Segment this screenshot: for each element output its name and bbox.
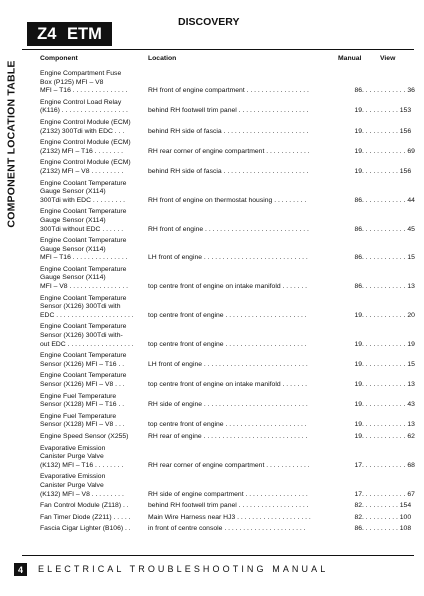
view-cell: . . . . . . . . . . 100 bbox=[362, 513, 412, 521]
component-line: (K132) MFI – T16 . . . . . . . . bbox=[40, 461, 124, 469]
component-line: (K116) . . . . . . . . . . . . . . . . . . bbox=[40, 107, 128, 115]
component-line: Engine Coolant Temperature bbox=[40, 323, 127, 331]
location-cell: RH front of engine compartment . . . . . . . . . . . . . . . . . bbox=[148, 87, 309, 95]
manual-cell: 82 bbox=[354, 502, 362, 510]
component-line: Engine Coolant Temperature bbox=[40, 265, 127, 273]
view-cell: . . . . . . . . . . . . 68 bbox=[362, 461, 415, 469]
column-headers bbox=[40, 55, 398, 67]
component-line: Engine Compartment Fuse bbox=[40, 70, 122, 77]
manual-cell: 82 bbox=[354, 513, 362, 521]
component-cell bbox=[40, 525, 144, 534]
manual-cell: 17 bbox=[354, 461, 362, 469]
component-cell bbox=[40, 352, 144, 369]
manual-cell: 86 bbox=[354, 283, 362, 291]
manual-cell: 19 bbox=[354, 381, 362, 388]
component-line: Fascia Cigar Lighter (B106) . . bbox=[40, 525, 131, 533]
component-line: Engine Fuel Temperature bbox=[40, 392, 117, 400]
view-cell: . . . . . . . . . . 108 bbox=[362, 525, 412, 533]
view-cell: . . . . . . . . . . . . 13 bbox=[362, 283, 415, 291]
manual-cell: 19 bbox=[354, 421, 362, 429]
manual-cell: 86 bbox=[354, 254, 362, 262]
component-location-table bbox=[40, 70, 415, 537]
component-cell bbox=[40, 433, 144, 442]
table-row bbox=[40, 392, 415, 410]
location-cell: LH front of engine . . . . . . . . . . . . . . . . . . . . . . . . . . . . bbox=[148, 360, 308, 368]
component-line: 300Tdi with EDC . . . . . . . . . bbox=[40, 196, 125, 204]
component-line: Evaporative Emission bbox=[40, 444, 106, 452]
column-header-view: View bbox=[380, 55, 396, 62]
location-cell: behind RH footwell trim panel . . . . . . . . . . . . . . . . . . . bbox=[148, 502, 309, 510]
component-cell bbox=[40, 323, 144, 349]
manual-cell: 19 bbox=[354, 107, 362, 115]
manual-cell: 19 bbox=[354, 167, 362, 175]
component-cell bbox=[40, 266, 144, 292]
view-cell: . . . . . . . . . . . . 45 bbox=[362, 225, 415, 233]
table-row bbox=[40, 208, 415, 234]
component-cell bbox=[40, 372, 144, 389]
table-row bbox=[40, 323, 415, 349]
table-row bbox=[40, 525, 412, 534]
component-cell bbox=[40, 413, 144, 430]
manual-cell: 17 bbox=[354, 490, 362, 498]
view-cell: . . . . . . . . . . . . 15 bbox=[362, 254, 415, 262]
component-line: Sensor (X128) MFI – T16 . . bbox=[40, 401, 125, 409]
column-header-location: Location bbox=[148, 55, 177, 62]
component-cell bbox=[40, 208, 144, 234]
column-header-manual: Manual bbox=[338, 55, 362, 62]
location-cell: behind RH side of fascia . . . . . . . . . . . . . . . . . . . . . . . bbox=[148, 167, 309, 175]
component-line: Sensor (X126) 300Tdi with- bbox=[40, 332, 123, 340]
table-row bbox=[40, 294, 415, 321]
manual-cell: 19 bbox=[354, 147, 362, 155]
location-cell: RH rear corner of engine compartment . . . . . . . . . . . . bbox=[148, 461, 310, 469]
manual-cell: 19 bbox=[354, 311, 362, 319]
location-cell: behind RH side of fascia . . . . . . . . . . . . . . . . . . . . . . . bbox=[148, 127, 309, 135]
table-row bbox=[40, 179, 415, 206]
location-cell: RH side of engine compartment . . . . . . . . . . . . . . . . . bbox=[148, 490, 308, 498]
view-cell: . . . . . . . . . . . . 62 bbox=[362, 432, 415, 440]
manual-cell: 86 bbox=[354, 196, 362, 204]
location-cell: top centre front of engine . . . . . . . . . . . . . . . . . . . . . . bbox=[148, 311, 307, 319]
component-line: Engine Control Module (ECM) bbox=[40, 139, 131, 147]
location-cell: RH side of engine . . . . . . . . . . . . . . . . . . . . . . . . . . . . bbox=[148, 401, 308, 409]
manual-cell: 19 bbox=[354, 401, 362, 409]
view-cell: . . . . . . . . . . . . 19 bbox=[362, 340, 415, 348]
location-cell: top centre front of engine . . . . . . . . . . . . . . . . . . . . . . bbox=[148, 340, 307, 348]
location-cell: LH front of engine . . . . . . . . . . . . . . . . . . . . . . . . . . . . bbox=[148, 254, 308, 262]
component-line: Sensor (X126) MFI – V8 . . . bbox=[40, 381, 125, 388]
component-line: Engine Speed Sensor (X255) bbox=[40, 432, 129, 440]
manual-cell: 86 bbox=[354, 87, 362, 95]
component-line: 300Tdi without EDC . . . . . . bbox=[40, 225, 124, 233]
view-cell: . . . . . . . . . . . . 43 bbox=[362, 401, 415, 409]
table-row bbox=[40, 70, 415, 96]
table-row bbox=[40, 237, 415, 263]
location-cell: RH rear of engine . . . . . . . . . . . . . . . . . . . . . . . . . . . . bbox=[148, 432, 308, 440]
component-line: Fan Control Module (Z118) . . bbox=[40, 502, 129, 510]
component-line: Gauge Sensor (X114) bbox=[40, 216, 106, 224]
component-line: Engine Coolant Temperature bbox=[40, 237, 127, 245]
manual-cell: 19 bbox=[354, 340, 362, 348]
manual-cell: 86 bbox=[354, 225, 362, 233]
view-cell: . . . . . . . . . . . . 69 bbox=[362, 147, 415, 155]
component-cell bbox=[40, 514, 144, 523]
component-line: Sensor (X128) MFI – V8 . . . bbox=[40, 421, 125, 429]
location-cell: top centre front of engine . . . . . . . . . . . . . . . . . . . . . . bbox=[148, 421, 307, 429]
table-row bbox=[40, 372, 415, 389]
table-row bbox=[40, 513, 412, 523]
table-row bbox=[40, 444, 415, 471]
view-cell: . . . . . . . . . . . . 36 bbox=[362, 87, 415, 95]
location-cell: in front of centre console . . . . . . . . . . . . . . . . . . . . . . bbox=[148, 525, 306, 533]
component-cell bbox=[40, 445, 144, 471]
component-cell bbox=[40, 139, 144, 156]
table-row bbox=[40, 159, 412, 176]
view-cell: . . . . . . . . . . . . 20 bbox=[362, 311, 415, 319]
table-row bbox=[40, 98, 412, 116]
component-line: MFI – T16 . . . . . . . . . . . . . . . bbox=[40, 87, 128, 95]
view-cell: . . . . . . . . . . . . 13 bbox=[362, 381, 415, 388]
location-cell: RH front of engine on thermostat housing . . . . . . . . . bbox=[148, 196, 307, 204]
location-cell: top centre front of engine on intake manifold . . . . . . . bbox=[148, 381, 308, 388]
component-line: Box (P125) MFI – V8 bbox=[40, 78, 104, 86]
component-line: (Z132) MFI – V8 . . . . . . . . . bbox=[40, 167, 124, 175]
component-line: Fan Timer Diode (Z211) . . . . . bbox=[40, 513, 131, 521]
component-line: Gauge Sensor (X114) bbox=[40, 274, 106, 282]
component-line: (Z132) 300Tdi with EDC . . . bbox=[40, 127, 125, 135]
header-divider bbox=[22, 49, 414, 50]
component-line: Gauge Sensor (X114) bbox=[40, 188, 106, 196]
component-line: MFI – V8 . . . . . . . . . . . . . . . . bbox=[40, 283, 129, 291]
component-cell bbox=[40, 119, 144, 136]
location-cell: RH front of engine . . . . . . . . . . . . . . . . . . . . . . . . . . . . bbox=[148, 225, 309, 233]
location-cell: behind RH footwell trim panel . . . . . . . . . . . . . . . . . . . bbox=[148, 107, 309, 115]
location-cell: Main Wire Harness near HJ3 . . . . . . . . . . . . . . . . . . . . bbox=[148, 513, 311, 521]
component-line: (K132) MFI – V8 . . . . . . . . . bbox=[40, 490, 124, 498]
component-line: Canister Purge Valve bbox=[40, 453, 104, 461]
component-cell bbox=[40, 237, 144, 263]
component-cell bbox=[40, 502, 144, 511]
component-cell bbox=[40, 295, 144, 321]
component-line: Engine Coolant Temperature bbox=[40, 208, 127, 216]
component-line: out EDC . . . . . . . . . . . . . . . . . . bbox=[40, 340, 134, 348]
view-cell: . . . . . . . . . . . . 13 bbox=[362, 421, 415, 429]
table-row bbox=[40, 118, 412, 136]
component-line: Engine Control Module (ECM) bbox=[40, 159, 131, 167]
component-line: Engine Fuel Temperature bbox=[40, 412, 117, 420]
table-row bbox=[40, 432, 415, 442]
view-cell: . . . . . . . . . . 153 bbox=[362, 107, 412, 115]
component-cell bbox=[40, 70, 144, 96]
component-cell bbox=[40, 159, 144, 176]
table-row bbox=[40, 412, 415, 430]
view-cell: . . . . . . . . . . 154 bbox=[362, 502, 412, 510]
component-cell bbox=[40, 393, 144, 410]
manual-cell: 19 bbox=[354, 127, 362, 135]
view-cell: . . . . . . . . . . . . 67 bbox=[362, 490, 415, 498]
view-cell: . . . . . . . . . . . . 44 bbox=[362, 196, 415, 204]
component-line: Gauge Sensor (X114) bbox=[40, 245, 106, 253]
component-line: Engine Control Load Relay bbox=[40, 98, 122, 106]
component-line: Engine Coolant Temperature bbox=[40, 352, 127, 360]
column-header-component: Component bbox=[40, 55, 78, 62]
footer-divider bbox=[22, 555, 414, 556]
page-number: 4 bbox=[14, 563, 27, 576]
table-row bbox=[40, 265, 415, 292]
view-cell: . . . . . . . . . . 156 bbox=[362, 167, 412, 175]
component-line: Engine Control Module (ECM) bbox=[40, 118, 131, 126]
manual-logo: Z4 ETM bbox=[27, 22, 112, 46]
component-line: (Z132) MFI – T16 . . . . . . . . bbox=[40, 147, 123, 155]
component-line: MFI – T16 . . . . . . . . . . . . . . . bbox=[40, 254, 128, 262]
side-title bbox=[4, 26, 20, 262]
view-cell: . . . . . . . . . . 156 bbox=[362, 127, 412, 135]
table-row bbox=[40, 352, 415, 369]
location-cell: top centre front of engine on intake manifold . . . . . . . bbox=[148, 283, 308, 291]
table-row bbox=[40, 473, 415, 499]
side-title-text: COMPONENT LOCATION TABLE bbox=[6, 60, 18, 228]
footer-title: ELECTRICAL TROUBLESHOOTING MANUAL bbox=[38, 564, 329, 574]
location-cell: RH rear corner of engine compartment . . . . . . . . . . . . bbox=[148, 147, 310, 155]
component-line: Engine Coolant Temperature bbox=[40, 372, 127, 380]
table-row bbox=[40, 139, 415, 156]
manual-cell: 86 bbox=[354, 525, 362, 533]
table-row bbox=[40, 502, 412, 511]
component-line: Sensor (X126) 300Tdi with bbox=[40, 303, 121, 311]
view-cell: . . . . . . . . . . . . 15 bbox=[362, 360, 415, 368]
component-line: Evaporative Emission bbox=[40, 473, 106, 481]
manual-cell: 19 bbox=[354, 360, 362, 368]
component-line: EDC . . . . . . . . . . . . . . . . . . . . . bbox=[40, 311, 134, 319]
component-line: Engine Coolant Temperature bbox=[40, 179, 127, 187]
page-title: DISCOVERY bbox=[178, 16, 240, 28]
component-cell bbox=[40, 473, 144, 499]
manual-cell: 19 bbox=[354, 432, 362, 440]
component-line: Engine Coolant Temperature bbox=[40, 294, 127, 302]
component-cell bbox=[40, 180, 144, 206]
component-cell bbox=[40, 99, 144, 116]
component-line: Canister Purge Valve bbox=[40, 481, 104, 489]
component-line: Sensor (X126) MFI – T16 . . bbox=[40, 360, 125, 368]
